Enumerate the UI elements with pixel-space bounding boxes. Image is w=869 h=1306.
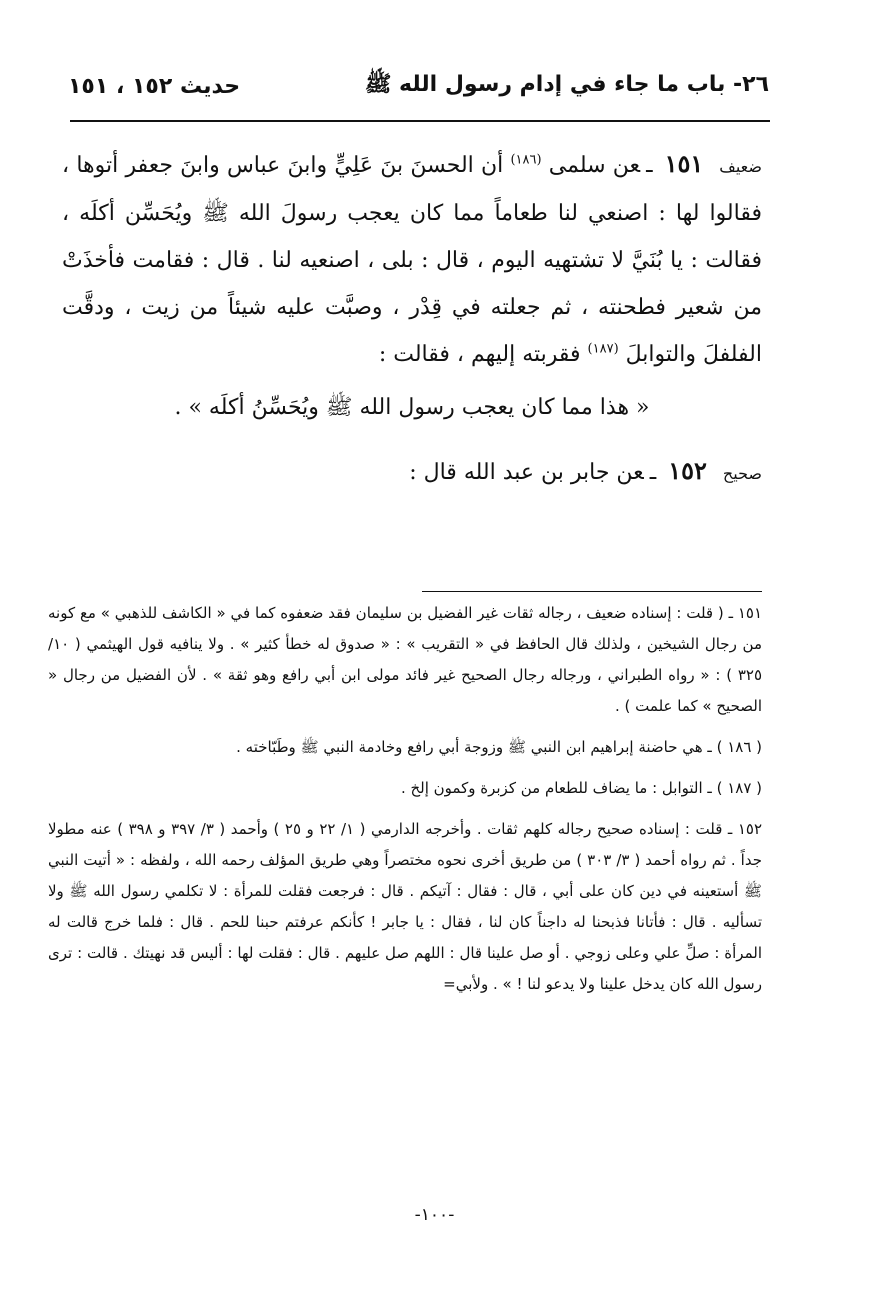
footnote-separator xyxy=(422,591,762,592)
hadith-text: عن جابر بن عبد الله قال : xyxy=(409,460,644,485)
hadith-grade: صحيح xyxy=(722,464,762,483)
hadith-intro: عن سلمى xyxy=(548,153,641,178)
header-rule xyxy=(70,120,770,122)
footnote-ref-186: (١٨٦) xyxy=(510,152,542,168)
footnote-152: ١٥٢ ـ قلت : إسناده صحيح رجاله كلهم ثقات . وأخرجه الدارمي ( ١/ ٢٢ و ٢٥ ) وأحمد ( ٣/ ٣٩٧ و ٣٩٨ ) عنه مطولا جداً . ثم رواه أحمد ( ٣/ ٣٠٣ ) من طريق أخرى نحوه مختصراً وهي طريق المؤلف رحمه الله ، ولفظه : « أتيت النبي ﷺ أستعينه في دين كان على أبي ، قال : فقال : آتيكم . قال : فرجعت فقلت للمرأة : لا تكلمي رسول الله ﷺ ولا تسأليه . قال : فأتانا فذبحنا له داجناً كان لنا ، فقال : يا جابر ! كأنكم عرفتم حبنا للحم . قال : فلما خرج قالت له المرأة : صلِّ علي وعلى زوجي . أو صل علينا قال : اللهم صل عليهم . قال : فقلت لها : أليس قد نهيتك . قالت : ترى رسول الله كان يدخل علينا ولا يدعو لنا ! » . ولأبي= xyxy=(48,820,762,993)
hadith-quote: « هذا مما كان يعجب رسول الله ﷺ ويُحَسِّنُ أكلَه » . xyxy=(174,395,650,420)
hadith-text: أن الحسنَ بنَ عَلِيٍّ وابنَ عباس وابنَ جعفر أتوها ، فقالوا لها : اصنعي لنا طعاماً مما كان يعجب رسولَ الله ﷺ ويُحَسِّن أكلَه ، فقالت : يا بُنَيَّ لا تشتهيه اليوم ، قال : بلى ، اصنعيه لنا . قال : فقامت فأخذَتْ من شعير فطحنته ، ثم جعلته في قِدْر ، وصبَّت عليه شيئاً من زيت ، ودقَّت الفلفلَ والتوابلَ xyxy=(62,153,762,367)
hadith-number: ١٥٢ xyxy=(668,456,707,485)
footnote-ref-187: (١٨٧) xyxy=(587,341,619,357)
footnote-151: ١٥١ ـ ( قلت : إسناده ضعيف ، رجاله ثقات غير الفضيل بن سليمان فقد ضعفوه كما في « الكاشف للذهبي » مع كونه من رجال الشيخين ، ولذلك قال الحافظ في « التقريب » : « صدوق له خطأ كثير » . ولا ينافيه قول الهيثمي ( ١٠/ ٣٢٥ ) : « رواه الطبراني ، ورجاله رجال الصحيح غير فائد مولى ابن أبي رافع وهو ثقة » . لأن الفضيل من رجال « الصحيح » كما علمت ) . xyxy=(48,604,762,715)
footnotes xyxy=(48,598,762,1010)
hadith-151 xyxy=(62,140,762,378)
dash: ـ xyxy=(646,153,653,178)
dash: ـ xyxy=(649,460,657,485)
footnote-187: ( ١٨٧ ) ـ التوابل : ما يضاف للطعام من كزبرة وكمون إلخ . xyxy=(400,779,762,797)
hadith-152 xyxy=(62,447,762,497)
hadith-text-continued: فقربته إليهم ، فقالت : xyxy=(378,342,581,367)
hadith-number: ١٥١ xyxy=(664,149,704,178)
hadith-range: حديث ١٥٢ ، ١٥١ xyxy=(68,73,241,99)
chapter-title: ٢٦- باب ما جاء في إدام رسول الله ﷺ xyxy=(364,72,769,97)
main-text xyxy=(62,140,762,497)
hadith-grade: ضعيف xyxy=(719,157,762,176)
page-number: -١٠٠- xyxy=(414,1205,455,1225)
footnote-186: ( ١٨٦ ) ـ هي حاضنة إبراهيم ابن النبي ﷺ وزوجة أبي رافع وخادمة النبي ﷺ وطَبّاخته . xyxy=(236,738,762,756)
running-header xyxy=(68,62,769,110)
